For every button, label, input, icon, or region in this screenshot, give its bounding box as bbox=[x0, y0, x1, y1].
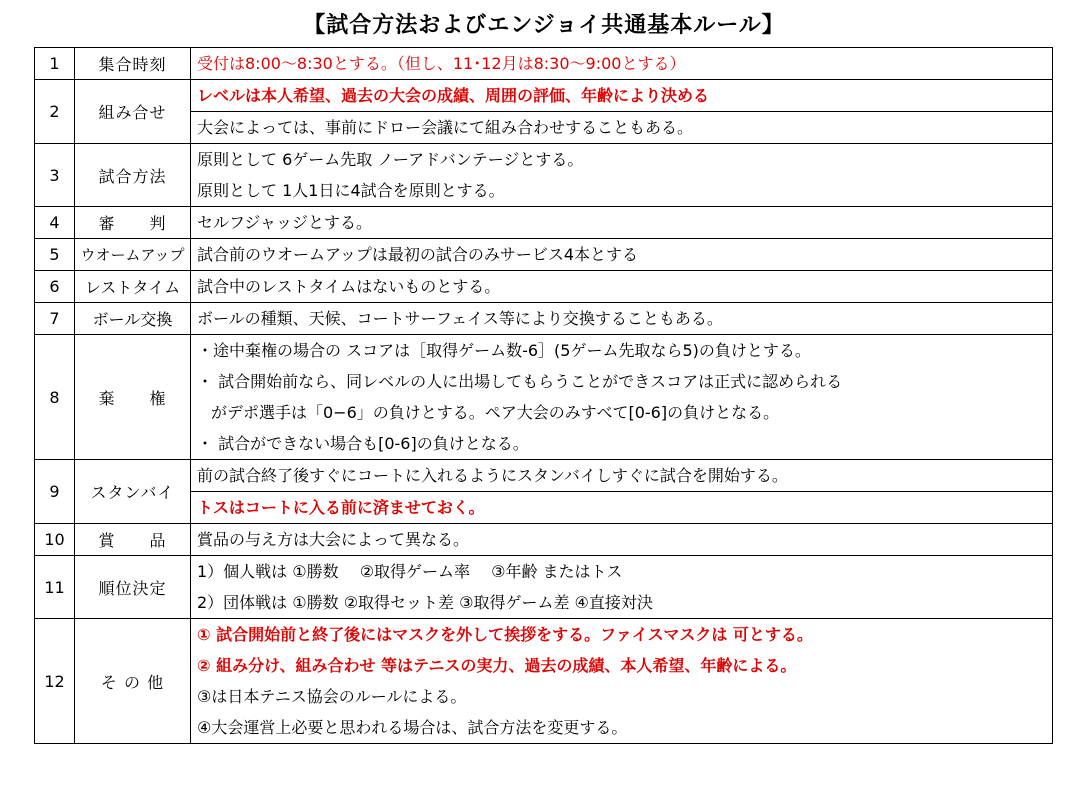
rule-text: ボールの種類、天候、コートサーフェイス等により交換することもある。 bbox=[197, 309, 723, 328]
table-row bbox=[35, 556, 1053, 619]
table-row bbox=[35, 207, 1053, 239]
rule-text: 原則として 1人1日に4試合を原則とする。 bbox=[197, 181, 505, 200]
row-number: 5 bbox=[35, 239, 75, 271]
rule-text: セルフジャッジとする。 bbox=[197, 213, 373, 232]
row-item: そ の 他 bbox=[75, 619, 191, 744]
row-item: 試合方法 bbox=[75, 144, 191, 207]
rule-text: 試合中のレストタイムはないものとする。 bbox=[197, 277, 501, 296]
row-content bbox=[191, 271, 1053, 303]
row-item: ボール交換 bbox=[75, 303, 191, 335]
row-item: 組み合せ bbox=[75, 80, 191, 144]
row-content bbox=[191, 48, 1053, 80]
row-item: 賞 品 bbox=[75, 524, 191, 556]
rule-text: 試合前のウオームアップは最初の試合のみサービス4本とする bbox=[197, 245, 639, 264]
row-item: 審 判 bbox=[75, 207, 191, 239]
row-number: 4 bbox=[35, 207, 75, 239]
rule-text: ② 組み分け、組み合わせ 等はテニスの実力、過去の成績、本人希望、年齢による。 bbox=[197, 656, 797, 675]
row-content bbox=[191, 207, 1053, 239]
table-row bbox=[35, 271, 1053, 303]
table-row bbox=[35, 335, 1053, 460]
page-title: 【試合方法およびエンジョイ共通基本ルール】 bbox=[303, 13, 785, 38]
row-content bbox=[191, 524, 1053, 556]
table-row bbox=[35, 144, 1053, 207]
row-item: ウオームアップ bbox=[75, 239, 191, 271]
rule-text: レベルは本人希望、過去の大会の成績、周囲の評価、年齢により決める bbox=[197, 86, 710, 105]
row-number: 7 bbox=[35, 303, 75, 335]
row-content bbox=[191, 619, 1053, 744]
rule-text: 大会によっては、事前にドロー会議にて組み合わせすることもある。 bbox=[191, 111, 1052, 143]
row-number: 8 bbox=[35, 335, 75, 460]
row-content bbox=[191, 460, 1053, 524]
rule-text: 受付は8:00～8:30とする。（但し、11･12月は8:30～9:00とする） bbox=[197, 54, 686, 73]
row-content bbox=[191, 144, 1053, 207]
rule-text: トスはコートに入る前に済ませておく。 bbox=[191, 491, 1052, 523]
rules-table bbox=[34, 47, 1053, 744]
rule-text: 1）個人戦は ①勝数 ②取得ゲーム率 ③年齢 またはトス bbox=[197, 562, 623, 581]
table-row bbox=[35, 239, 1053, 271]
rule-text: ・ 試合開始前なら、同レベルの人に出場してもらうことができスコアは正式に認められる bbox=[197, 372, 843, 391]
rule-text: ③は日本テニス協会のルールによる。 bbox=[197, 687, 467, 706]
row-number: 1 bbox=[35, 48, 75, 80]
row-content bbox=[191, 303, 1053, 335]
row-content bbox=[191, 80, 1053, 144]
table-row bbox=[35, 80, 1053, 144]
table-row bbox=[35, 303, 1053, 335]
rule-text: ① 試合開始前と終了後にはマスクを外して挨拶をする。ファイスマスクは 可とする。 bbox=[197, 625, 813, 644]
table-row bbox=[35, 524, 1053, 556]
row-content bbox=[191, 335, 1053, 460]
row-number: 10 bbox=[35, 524, 75, 556]
rule-text: 賞品の与え方は大会によって異なる。 bbox=[197, 530, 470, 549]
rule-text: ④大会運営上必要と思われる場合は、試合方法を変更する。 bbox=[197, 718, 628, 737]
table-row bbox=[35, 48, 1053, 80]
rule-text: ・途中棄権の場合の スコアは［取得ゲーム数-6］(5ゲーム先取なら5)の負けとする。 bbox=[197, 341, 811, 360]
row-number: 3 bbox=[35, 144, 75, 207]
rule-text: がデポ選手は「0−6」の負けとする。ペア大会のみすべて[0-6]の負けとなる。 bbox=[211, 403, 780, 422]
row-number: 9 bbox=[35, 460, 75, 524]
table-row bbox=[35, 619, 1053, 744]
row-number: 6 bbox=[35, 271, 75, 303]
rule-text: 原則として 6ゲーム先取 ノーアドバンテージとする。 bbox=[197, 150, 584, 169]
row-item: スタンバイ bbox=[75, 460, 191, 524]
row-item: 集合時刻 bbox=[75, 48, 191, 80]
row-content bbox=[191, 556, 1053, 619]
rule-text: 2）団体戦は ①勝数 ②取得セット差 ③取得ゲーム差 ④直接対決 bbox=[197, 593, 653, 612]
row-number: 12 bbox=[35, 619, 75, 744]
row-item: 棄 権 bbox=[75, 335, 191, 460]
rule-text: 前の試合終了後すぐにコートに入れるようにスタンバイしすぐに試合を開始する。 bbox=[197, 466, 788, 485]
row-item: レストタイム bbox=[75, 271, 191, 303]
row-number: 2 bbox=[35, 80, 75, 144]
table-row bbox=[35, 460, 1053, 524]
row-item: 順位決定 bbox=[75, 556, 191, 619]
row-number: 11 bbox=[35, 556, 75, 619]
row-content bbox=[191, 239, 1053, 271]
rule-text: ・ 試合ができない場合も[0-6]の負けとなる。 bbox=[197, 434, 529, 453]
